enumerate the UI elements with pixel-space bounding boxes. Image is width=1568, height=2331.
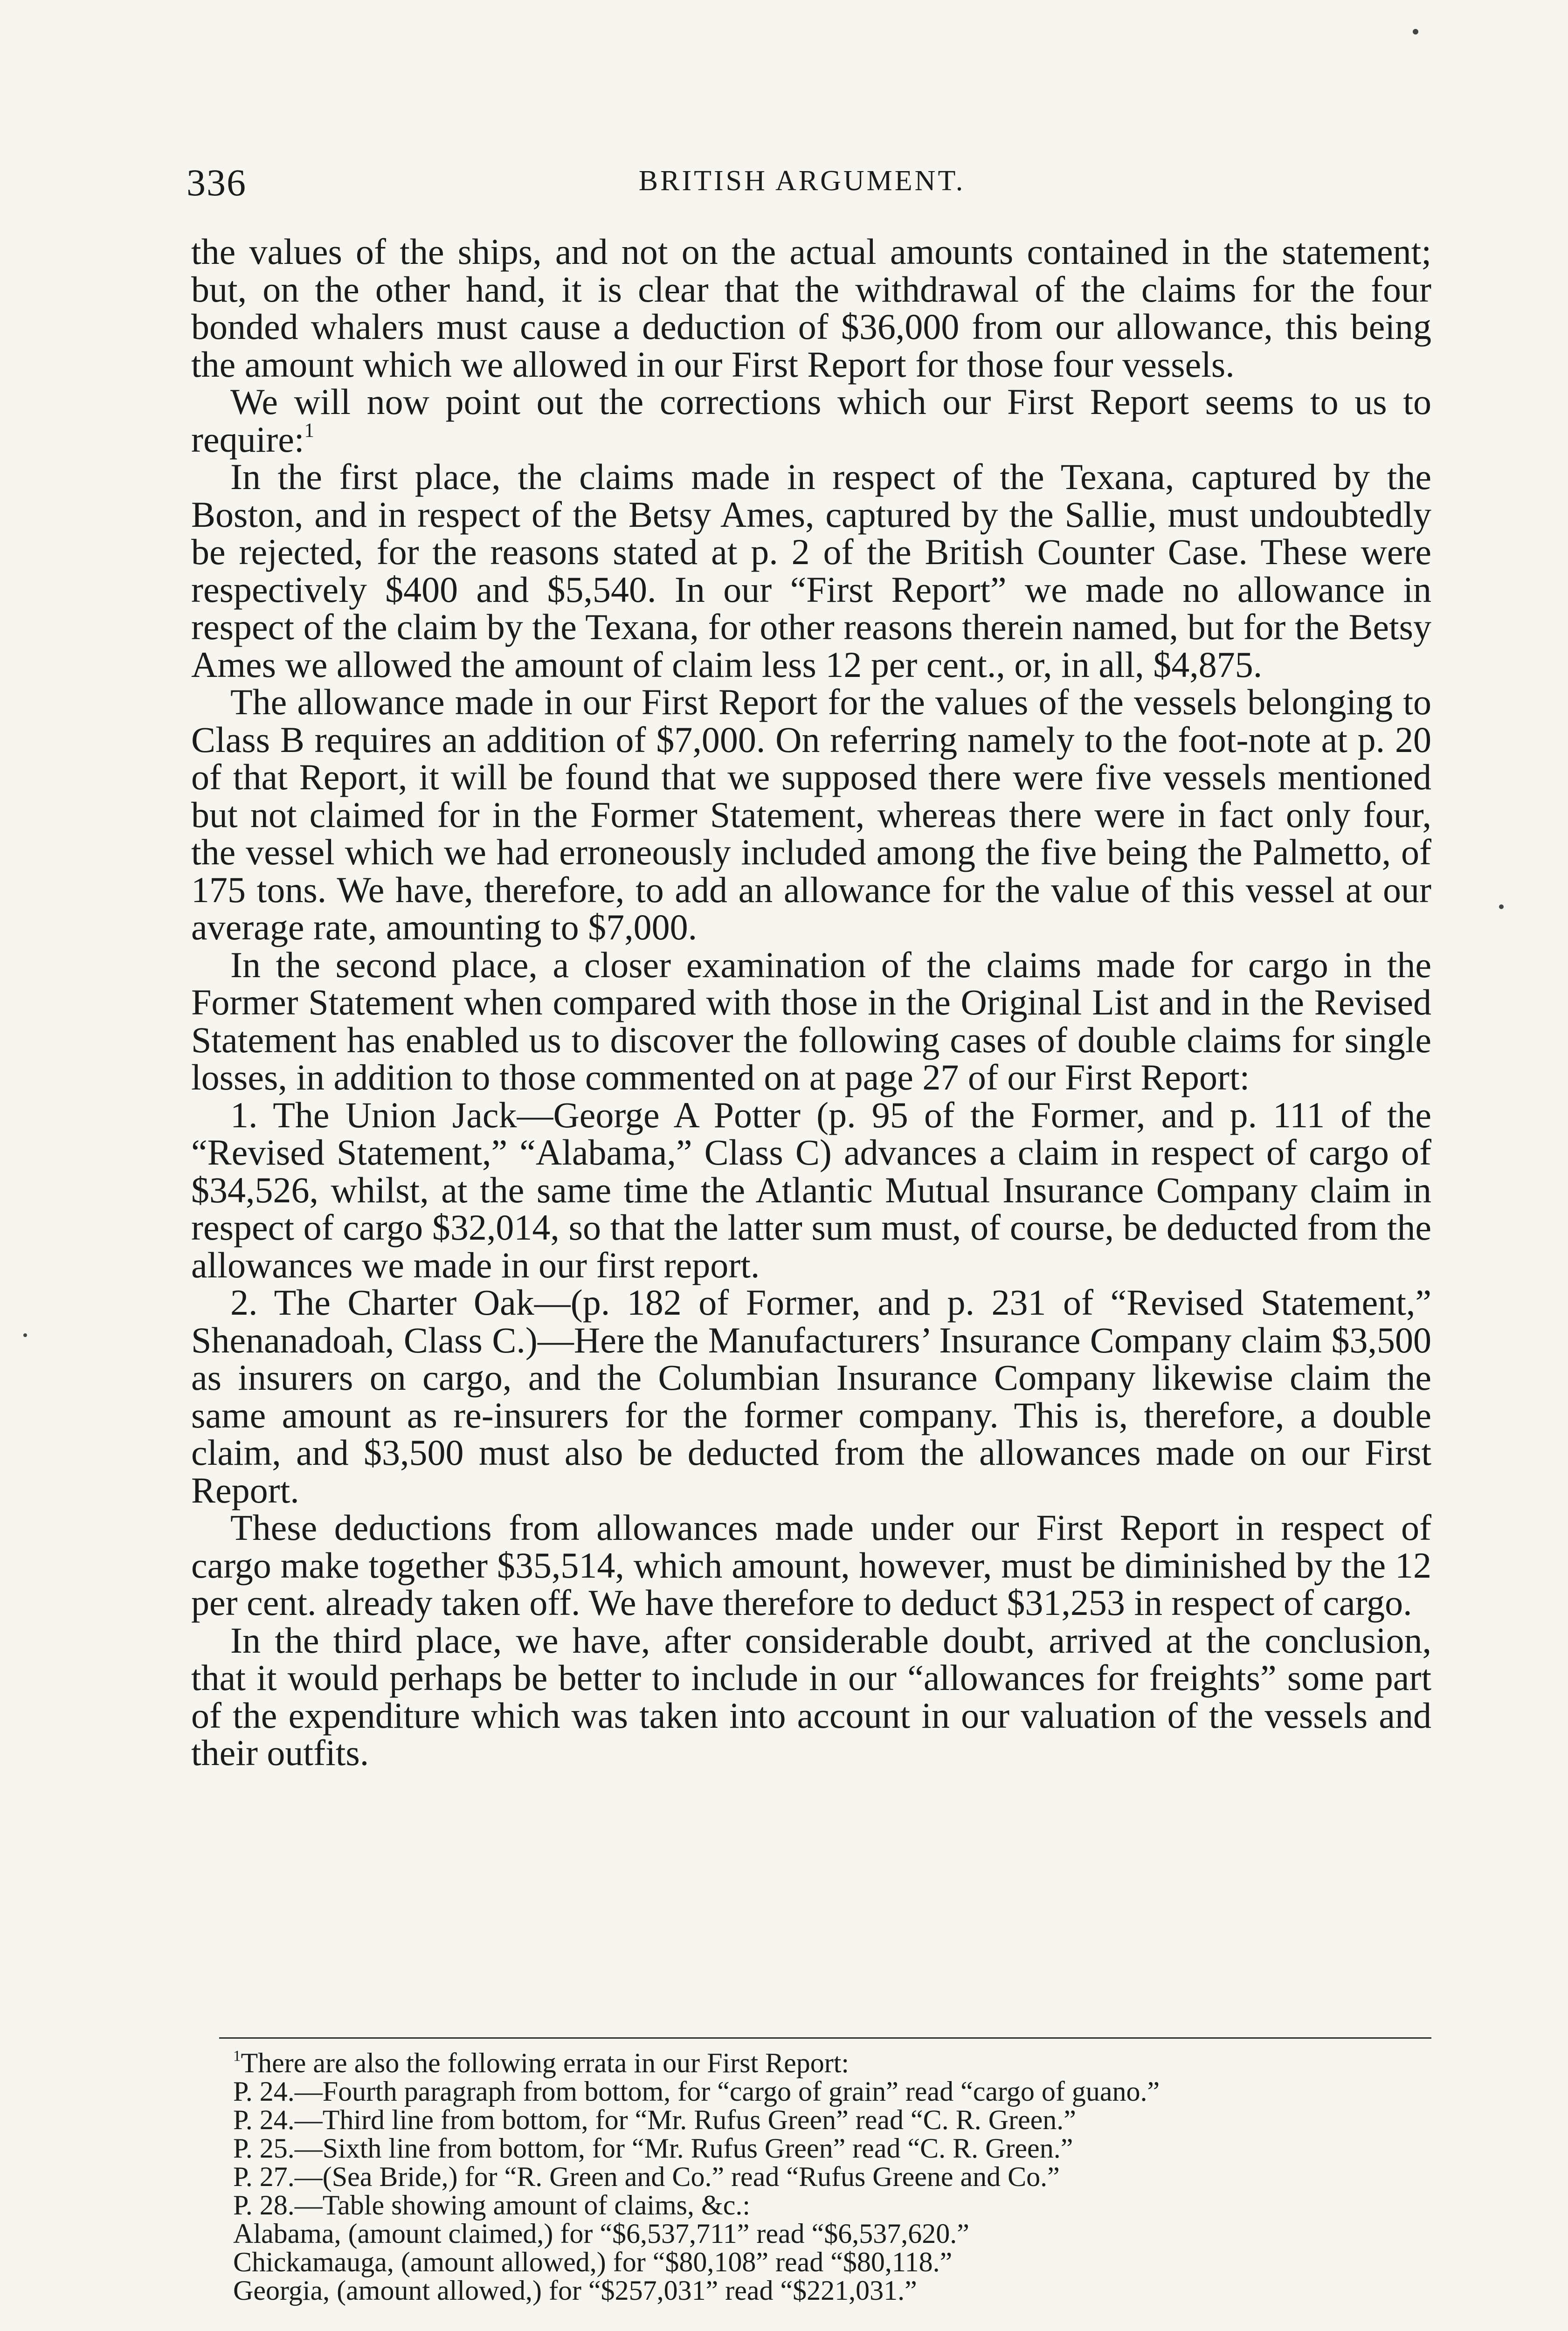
paper-speck (1499, 904, 1504, 909)
paragraph-continuation: the values of the ships, and not on the actual amounts contained in the statement; but, on the other hand, it is clear that the withdrawal of the claims for the four bonded whalers must cause a deduction of $36,000 from our allowance, this being the amount which we allowed in our First Report for those four vessels. (191, 231, 1431, 385)
paragraph-second-place: In the second place, a closer examination of the claims made for cargo in the Former Statement when compared with those in the Original List and in the Revised Statement has enabled us to discover the following cases of double claims for single losses, in addition to those commented on at page 27 of our First Report: (191, 944, 1431, 1097)
list-item-union-jack: 1. The Union Jack—George A Potter (p. 95 of the Former, and p. 111 of the “Revised Statement,” “Alabama,” Class C) advances a claim in respect of cargo of $34,526, whilst, at the same time the Atlantic Mutual Insurance Company claim in respect of cargo $32,014, so that the latter sum must, of course, be deducted from the allowances we made in our first report. (191, 1094, 1431, 1285)
paragraph-third-place: In the third place, we have, after considerable doubt, arrived at the conclusion, that it would perhaps be better to include in our “allowances for freights” some part of the expenditure which was taken into account in our valuation of the vessels and their outfits. (191, 1620, 1431, 1773)
paragraph-first-place: In the first place, the claims made in respect of the Texana, captured by the Boston, and in respect of the Betsy Ames, captured by the Sallie, must undoubtedly be rejected, for the reasons stated at p. 2 of the British Counter Case. These were respectively $400 and $5,540. In our “First Report” we made no allowance in respect of the claim by the Texana, for other reasons therein named, but for the Betsy Ames we allowed the amount of claim less 12 per cent., or, in all, $4,875. (191, 456, 1431, 685)
footnote-divider (219, 2037, 1431, 2039)
list-item-charter-oak: 2. The Charter Oak—(p. 182 of Former, and p. 231 of “Revised Statement,” Shenanadoah, Class C.)—Here the Manufacturers’ Insurance Company claim $3,500 as insurers on cargo, and the Columbian Insurance Company likewise claim the same amount as re-insurers for the former company. This is, therefore, a double claim, and $3,500 must also be deducted from the allowances made on our First Report. (191, 1282, 1431, 1510)
footnotes (233, 2049, 1427, 2305)
footnote-line: Chickamauga, (amount allowed,) for “$80,108” read “$80,118.” (233, 2247, 953, 2277)
footnote-line: $^1$There are also the following errata in our First Report: (233, 2048, 850, 2078)
footnote-line: P. 27.—(Sea Bride,) for “R. Green and Co.” read “Rufus Greene and Co.” (233, 2161, 1060, 2192)
body-text (191, 233, 1431, 1772)
footnote-line: Alabama, (amount claimed,) for “$6,537,711” read “$6,537,620.” (233, 2218, 969, 2249)
footnote-line: Georgia, (amount allowed,) for “$257,031” read “$221,031.” (233, 2275, 917, 2306)
footnote-line: P. 24.—Fourth paragraph from bottom, for “cargo of grain” read “cargo of guano.” (233, 2076, 1160, 2107)
footnote-line: P. 28.—Table showing amount of claims, &c.: (233, 2190, 751, 2221)
paragraph-text: We will now point out the corrections which our First Report seems to us to require: (191, 381, 1431, 460)
paragraph-corrections-intro (191, 383, 1431, 458)
footnote-line: P. 25.—Sixth line from bottom, for “Mr. Rufus Green” read “C. R. Green.” (233, 2133, 1073, 2164)
paper-speck (1413, 29, 1418, 34)
paragraph-deductions: These deductions from allowances made under our First Report in respect of cargo make together $35,514, which amount, however, must be diminished by the 12 per cent. already taken off. We have therefore to deduct $31,253 in respect of cargo. (191, 1507, 1431, 1623)
footnote-line: P. 24.—Third line from bottom, for “Mr. Rufus Green” read “C. R. Green.” (233, 2104, 1076, 2135)
paragraph-class-b-allowance: The allowance made in our First Report for the values of the vessels belonging to Class B requires an addition of $7,000. On referring namely to the foot-note at p. 20 of that Report, it will be found that we supposed there were five vessels mentioned but not claimed for in the Former Statement, whereas there were in fact only four, the vessel which we had erroneously included among the five being the Palmetto, of 175 tons. We have, therefore, to add an allowance for the value of this vessel at our average rate, amounting to $7,000. (191, 682, 1431, 947)
page-header (187, 161, 1417, 203)
footnote-reference: 1 (304, 419, 314, 441)
footnote-marker: 1 (233, 2048, 241, 2065)
paper-speck (23, 1333, 27, 1337)
running-title: BRITISH ARGUMENT. (638, 165, 966, 197)
page-number: 336 (187, 161, 247, 204)
